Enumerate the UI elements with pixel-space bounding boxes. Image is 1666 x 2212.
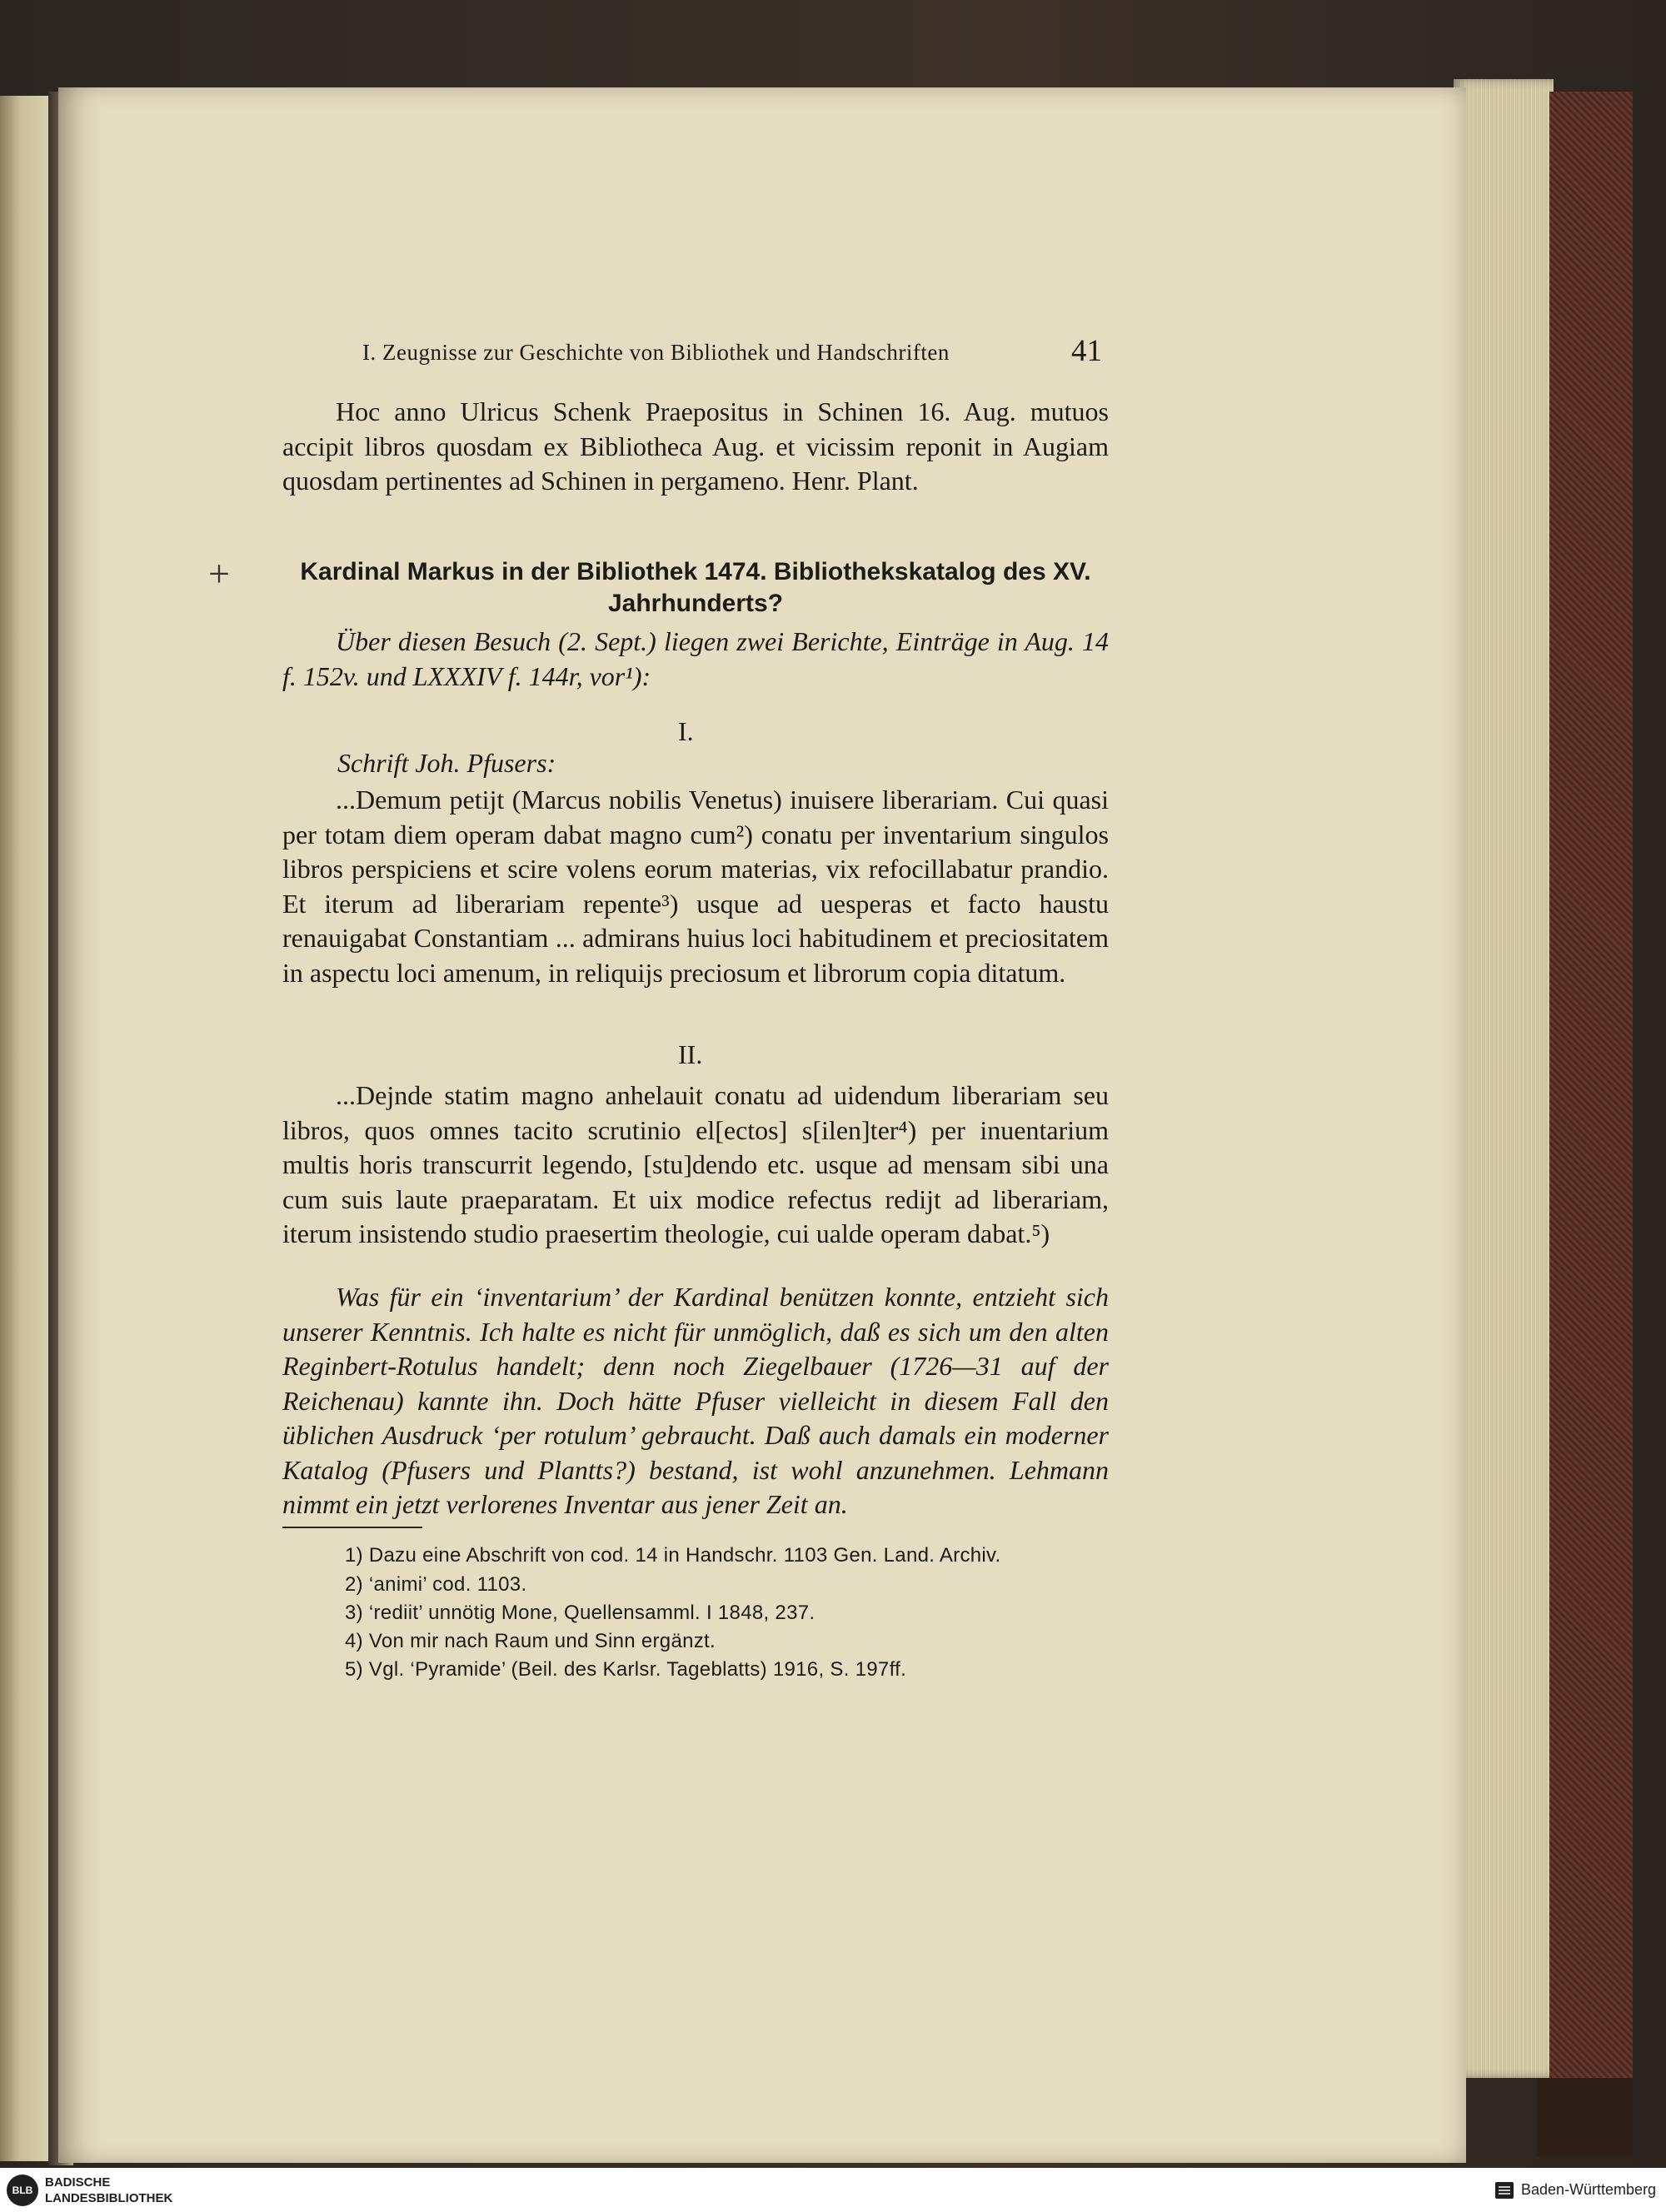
section-1-label: Schrift Joh. Pfusers:: [337, 748, 556, 778]
section-2-content: ...Dejnde statim magno anhelauit conatu ad uidendum liberariam seu libros, quos omnes tacito scrutinio el[ectos] s[ilen]ter⁴) per inuentarium multis horis transcurrit legendo, [stu]dendo etc. usque ad mensam sibi una cum suis laute praeparatam. Et uix modice refectus redijt ad liberariam, iterum insistendo studio praesertim theologie, cui ualde operam dabat.⁵): [282, 1080, 1109, 1248]
footnote-4: 4) Von mir nach Raum und Sinn ergänzt.: [345, 1630, 716, 1652]
margin-mark: +: [208, 552, 230, 595]
section-1-text: [282, 783, 1109, 990]
footnote-2: 2) ‘animi’ cod. 1103.: [345, 1573, 527, 1596]
footnote-divider: [282, 1527, 422, 1528]
page-number: 41: [1071, 334, 1102, 368]
footnote-1: 1) Dazu eine Abschrift von cod. 14 in Handschr. 1103 Gen. Land. Archiv.: [345, 1544, 1001, 1567]
blb-logo-icon[interactable]: BLB: [7, 2175, 38, 2206]
section-1-content: ...Demum petijt (Marcus nobilis Venetus) inuisere liberariam. Cui quasi per totam diem operam dabat magno cum²) conatu per inventarium singulos libros perspiciens et scire volens eorum materias, vix refocillabatur prandio. Et iterum ad liberariam repente³) usque ad uesperas et facto haustu renauigabat Constantiam ... admirans huius loci habitudinem et preciositatem in aspectu loci amenum, in reliquijs preciosum et librorum copia ditatum.: [282, 785, 1109, 988]
book-cover-edge: [1549, 92, 1633, 2082]
section-2-number: II.: [678, 1039, 703, 1069]
entry-1-text: [282, 395, 1109, 499]
entry-1-content: Hoc anno Ulricus Schenk Praepositus in Schinen 16. Aug. mutuos accipit libros quosdam ex Bibliotheca Aug. et vicissim reponit in Augiam quosdam pertinentes ad Schinen in pergameno. Henr. Plant.: [282, 396, 1109, 496]
footer-bar: [0, 2168, 1666, 2212]
commentary-content: Was für ein ‘inventarium’ der Kardinal benützen konnte, entzieht sich unserer Kenntnis. Ich halte es nicht für unmöglich, daß es sich um den alten Reginbert-Rotulus handelt; denn noch Ziegelbauer (1726—31 auf der Reichenau) kannte ihn. Doch hätte Pfuser vielleicht in diesem Fall den üblichen Ausdruck ‘per rotulum’ gebraucht. Daß auch damals ein moderner Katalog (Pfusers und Plantts?) bestand, ist wohl anzunehmen. Lehmann nimmt ein jetzt verlorenes Inventar aus jener Zeit an.: [282, 1282, 1109, 1519]
previous-page-edge: [0, 96, 48, 2161]
intro-note-content: Über diesen Besuch (2. Sept.) liegen zwei Berichte, Einträge in Aug. 14 f. 152v. und LXXXIV f. 144r, vor¹):: [282, 626, 1109, 691]
section-2-text: [282, 1079, 1109, 1252]
footnote-3: 3) ‘rediit’ unnötig Mone, Quellensamml. I 1848, 237.: [345, 1602, 816, 1624]
library-name-line-1: BADISCHE: [45, 2175, 111, 2190]
book-cover-corner: [1537, 2078, 1633, 2157]
section-heading: Kardinal Markus in der Bibliothek 1474. Bibliothekskatalog des XV. Jahrhunderts?: [300, 558, 1091, 617]
state-name[interactable]: Baden-Württemberg: [1521, 2181, 1657, 2198]
section-1-number: I.: [678, 716, 694, 746]
commentary-paragraph: [282, 1280, 1109, 1522]
running-head: I. Zeugnisse zur Geschichte von Bibliothek und Handschriften: [362, 340, 950, 365]
library-name-line-2: LANDESBIBLIOTHEK: [45, 2191, 173, 2205]
library-name[interactable]: [45, 2175, 172, 2206]
baden-wuerttemberg-lions-icon: [1494, 2180, 1515, 2201]
page-block-edges: [1454, 79, 1554, 2078]
intro-note: [282, 625, 1109, 694]
footnote-5: 5) Vgl. ‘Pyramide’ (Beil. des Karlsr. Tageblatts) 1916, S. 197ff.: [345, 1658, 907, 1681]
